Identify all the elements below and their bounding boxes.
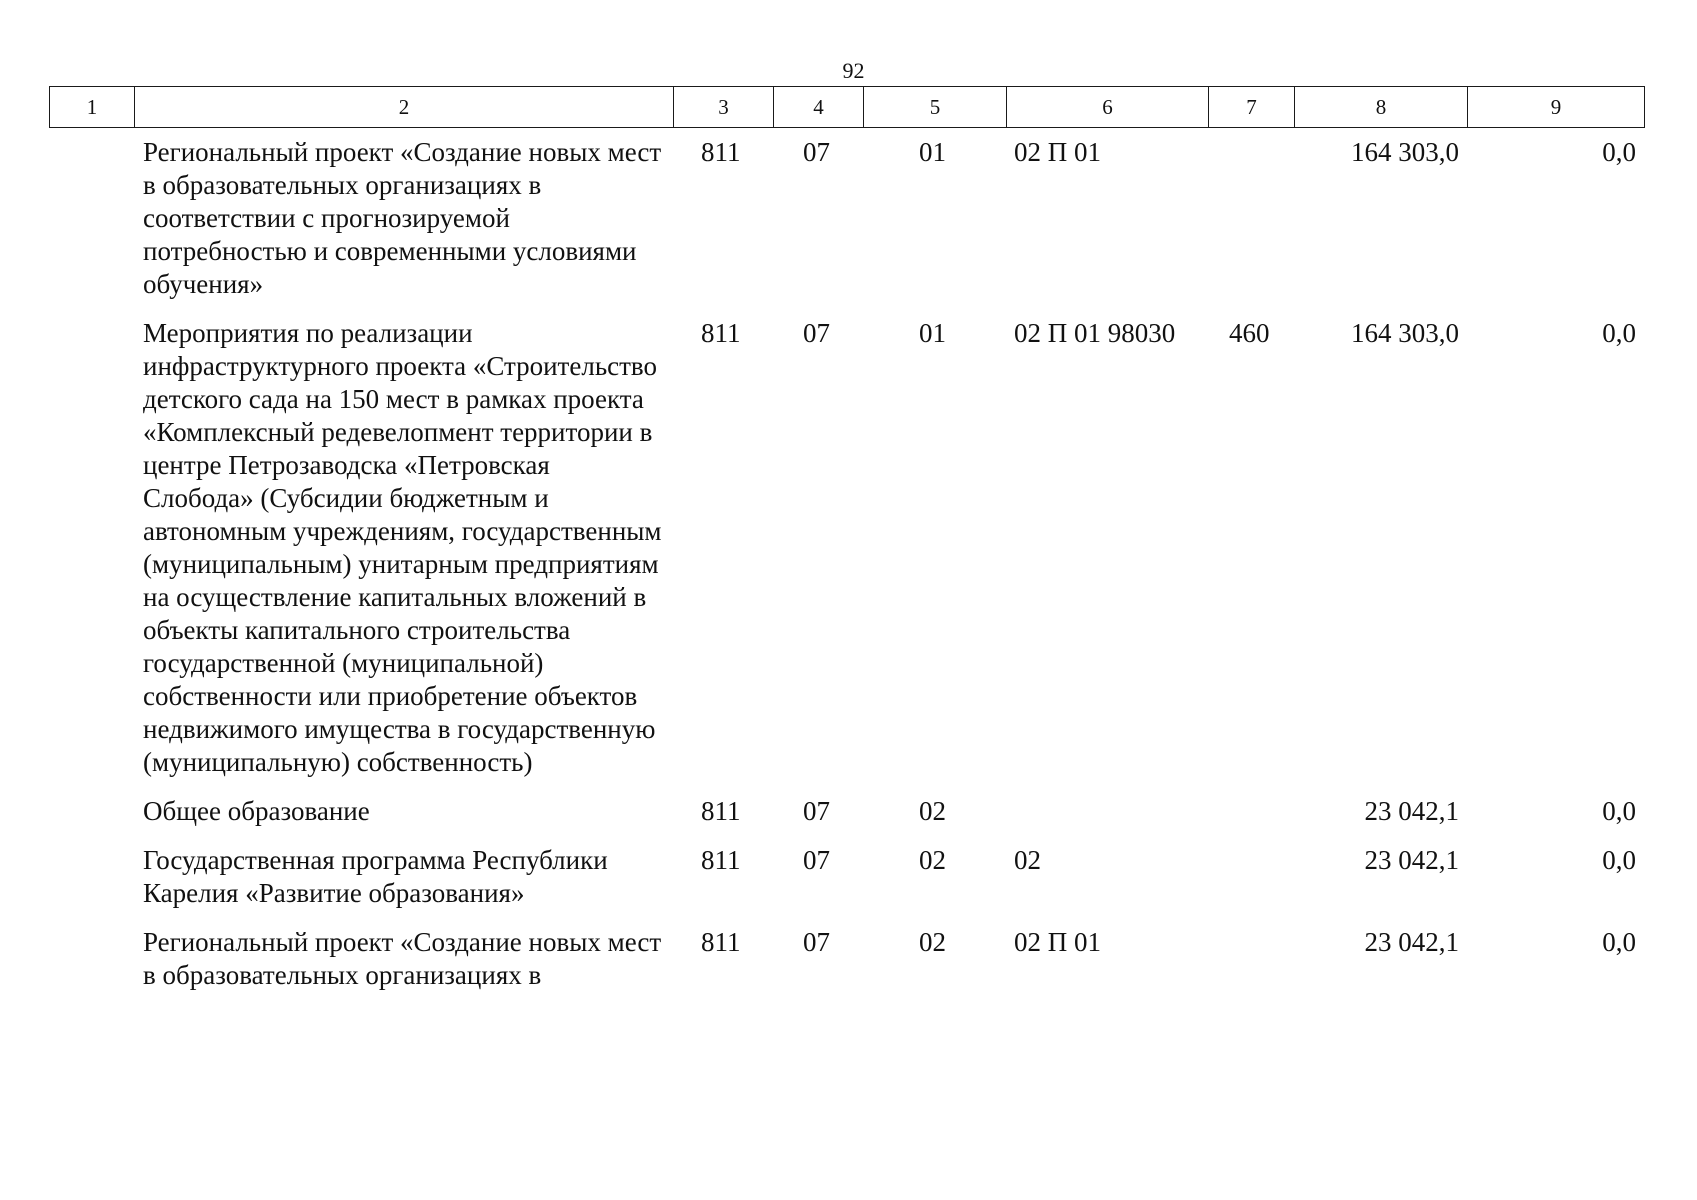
row-name: Мероприятия по реализации инфраструктурного проекта «Строительство детского сада на 150 мест в рамках проекта «Комплексный редевелопмент территории в центре Петрозаводска «Петровская Слобода» (Субсидии бюджетным и автономным учреждениям, государственным (муниципальным) унитарным предприятиям на осуществление капитальных вложений в объекты капитального строительства государственной (муниципальной) собственности или приобретение объектов недвижимого имущества в государственную (муниципальную) собственность): [143, 318, 662, 777]
row-target-article: 02 П 01 98030: [1014, 318, 1176, 348]
header-col-2: 2: [135, 87, 674, 128]
row-subsection: 01: [919, 318, 946, 348]
column-number-header: [49, 86, 1645, 128]
row-section: 07: [803, 318, 830, 348]
row-target-article: 02: [1014, 845, 1041, 875]
row-section: 07: [803, 845, 830, 875]
header-col-5: 5: [864, 87, 1007, 128]
row-expense-type: 460: [1229, 318, 1270, 348]
row-section: 07: [803, 927, 830, 957]
row-expense-type: [1208, 926, 1294, 1008]
row-target-article: 02 П 01: [1014, 137, 1101, 167]
row-expense-type: [1208, 795, 1294, 844]
header-col-7: 7: [1209, 87, 1295, 128]
header-col-6: 6: [1007, 87, 1209, 128]
row-target-article: [1006, 795, 1208, 844]
row-name: Региональный проект «Создание новых мест в образовательных организациях в: [143, 927, 662, 990]
row-amount-col8: 23 042,1: [1364, 845, 1459, 875]
row-grbs: 811: [701, 927, 741, 957]
page-number: 92: [842, 58, 865, 83]
row-target-article: 02 П 01: [1014, 927, 1101, 957]
row-index-cell: [49, 926, 134, 1008]
row-amount-col9: 0,0: [1602, 137, 1636, 167]
row-grbs: 811: [701, 845, 741, 875]
row-amount-col9: 0,0: [1602, 927, 1636, 957]
row-expense-type: [1208, 136, 1294, 317]
row-subsection: 02: [919, 927, 946, 957]
header-col-8: 8: [1295, 87, 1468, 128]
budget-table: [49, 136, 1644, 1008]
row-amount-col9: 0,0: [1602, 796, 1636, 826]
row-index-cell: [49, 795, 134, 844]
header-col-9: 9: [1468, 87, 1645, 128]
row-amount-col8: 164 303,0: [1351, 318, 1459, 348]
row-name: Региональный проект «Создание новых мест в образовательных организациях в соответствии с прогнозируемой потребностью и современными условиями обучения»: [143, 137, 662, 299]
header-col-4: 4: [774, 87, 864, 128]
header-row: [50, 87, 1645, 128]
row-index-cell: [49, 317, 134, 795]
table-row: [49, 844, 1644, 926]
row-subsection: 01: [919, 137, 946, 167]
header-col-3: 3: [674, 87, 774, 128]
row-subsection: 02: [919, 796, 946, 826]
header-col-1: 1: [50, 87, 135, 128]
row-name: Государственная программа Республики Карелия «Развитие образования»: [143, 845, 608, 908]
row-expense-type: [1208, 844, 1294, 926]
row-section: 07: [803, 796, 830, 826]
row-index-cell: [49, 136, 134, 317]
row-grbs: 811: [701, 318, 741, 348]
row-amount-col9: 0,0: [1602, 318, 1636, 348]
row-index-cell: [49, 844, 134, 926]
row-grbs: 811: [701, 137, 741, 167]
table-row: [49, 926, 1644, 1008]
row-section: 07: [803, 137, 830, 167]
row-amount-col9: 0,0: [1602, 845, 1636, 875]
row-amount-col8: 23 042,1: [1364, 796, 1459, 826]
row-subsection: 02: [919, 845, 946, 875]
table-row: [49, 136, 1644, 317]
table-row: [49, 317, 1644, 795]
row-amount-col8: 23 042,1: [1364, 927, 1459, 957]
row-amount-col8: 164 303,0: [1351, 137, 1459, 167]
row-name: Общее образование: [143, 796, 370, 826]
row-grbs: 811: [701, 796, 741, 826]
table-row: [49, 795, 1644, 844]
